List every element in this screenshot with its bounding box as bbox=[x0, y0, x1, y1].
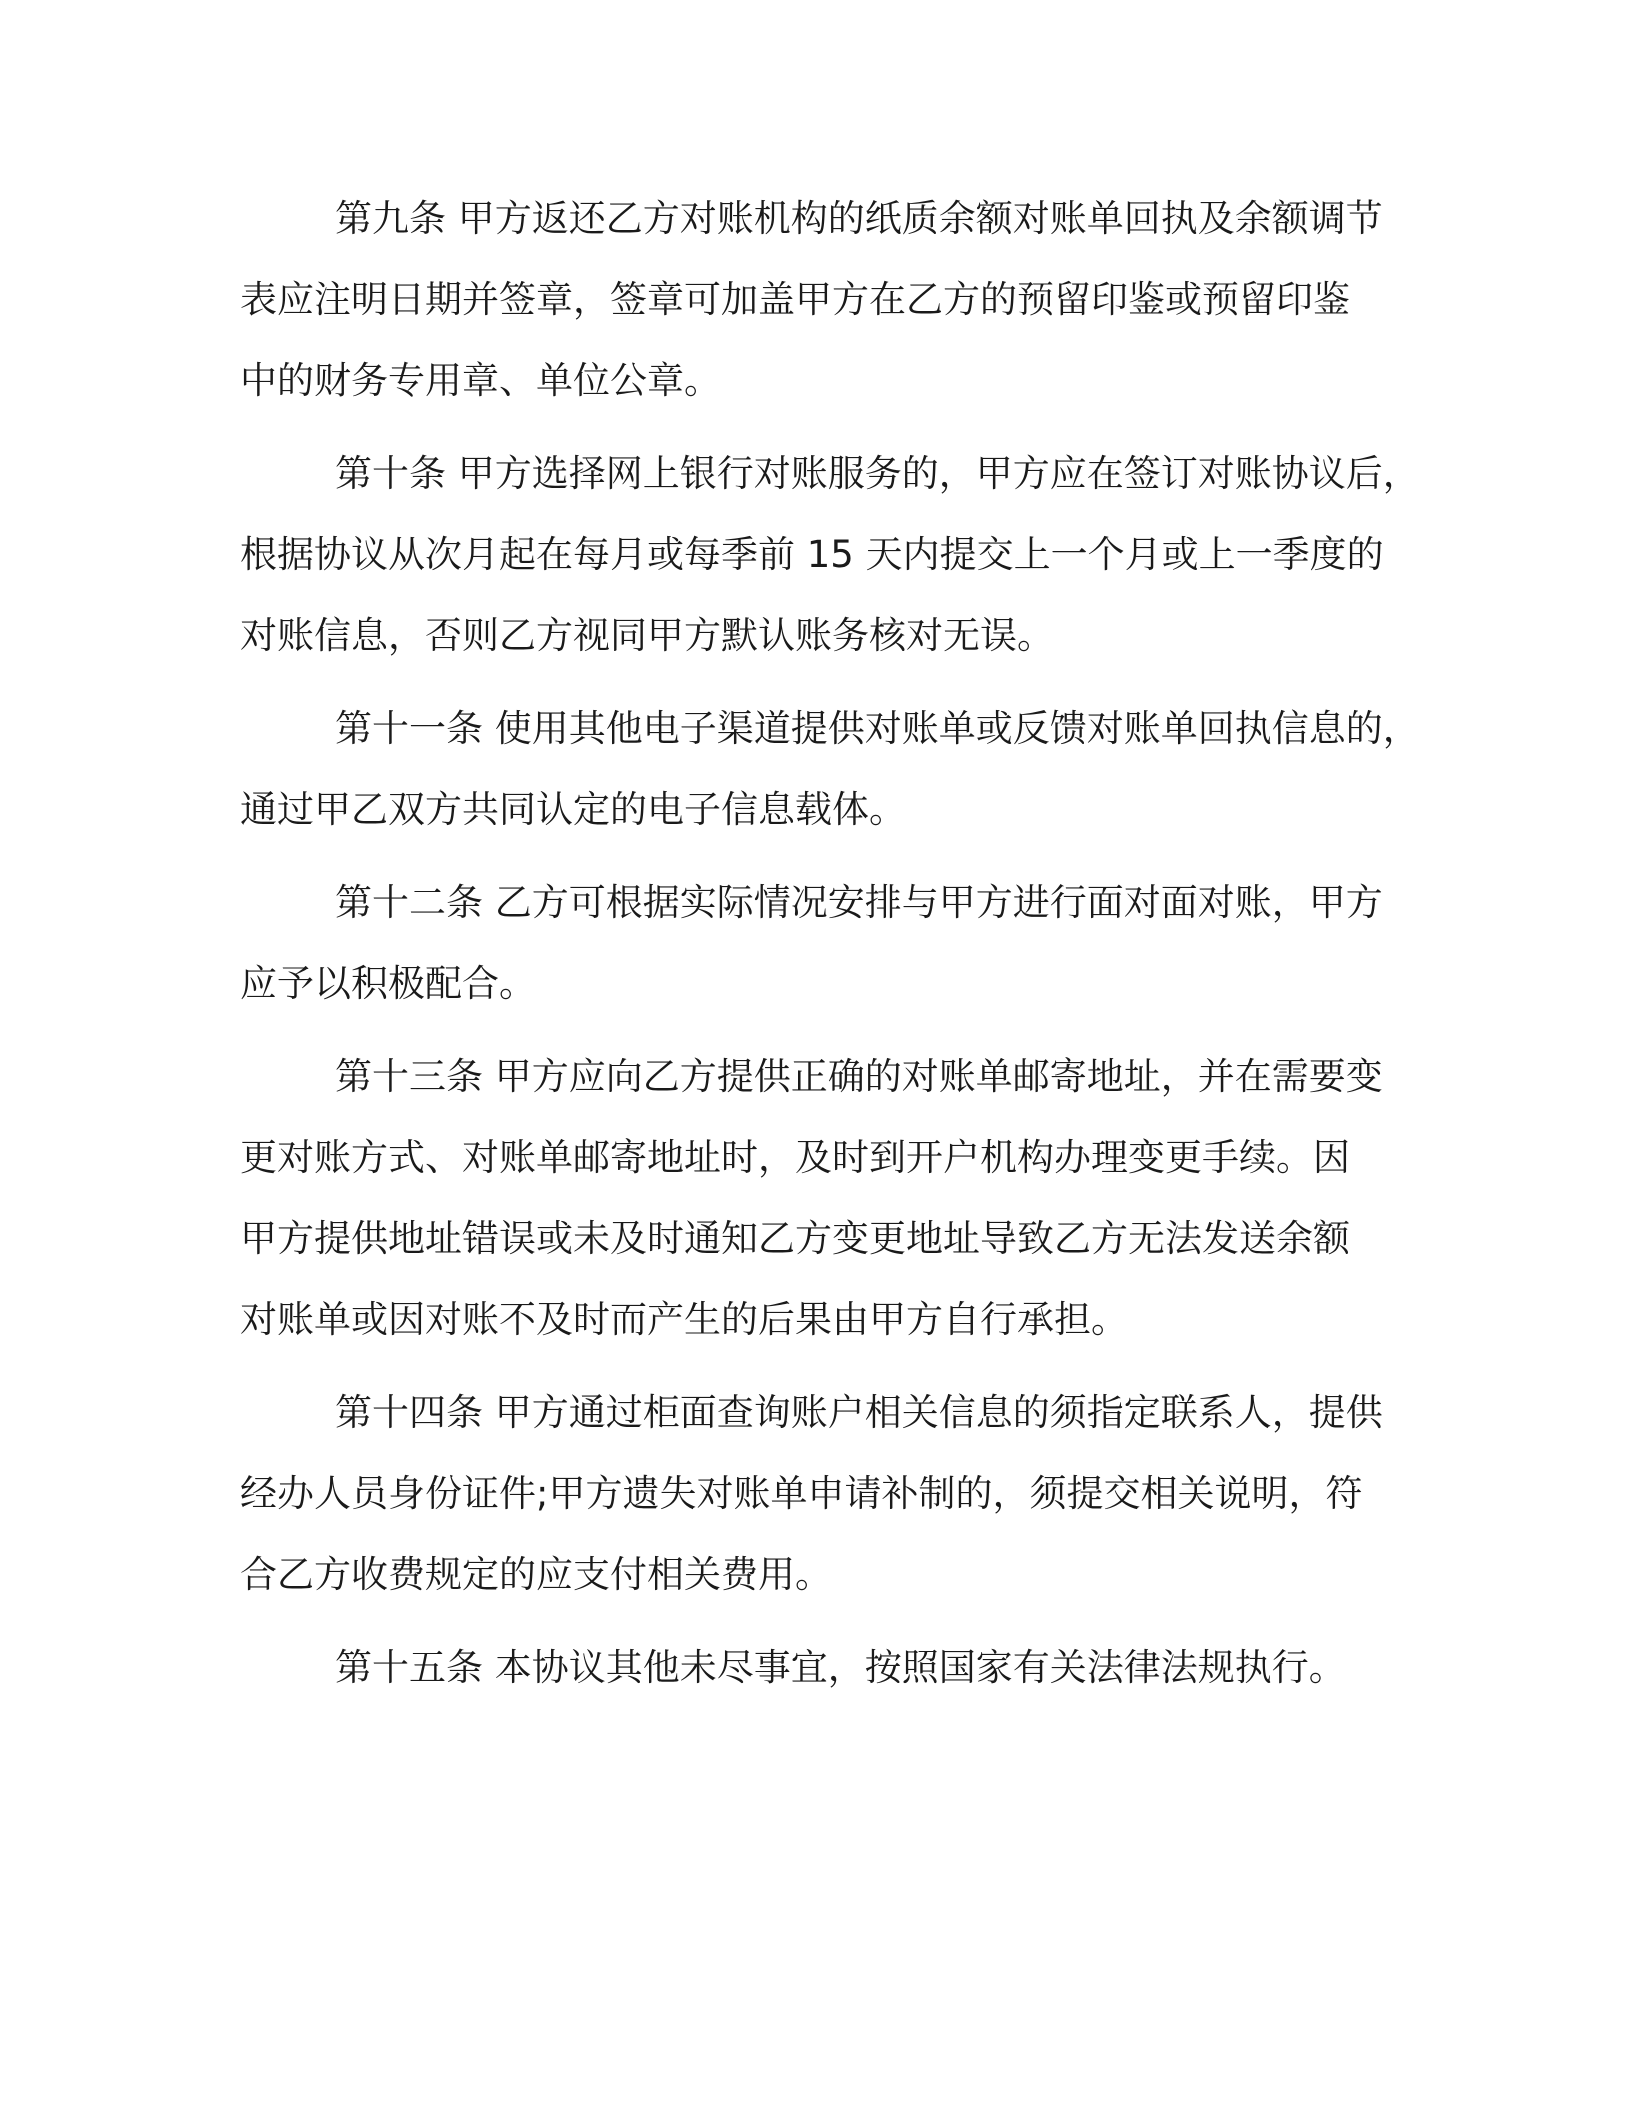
clause-10 bbox=[240, 433, 1420, 676]
clause-line: 更对账方式、对账单邮寄地址时，及时到开户机构办理变更手续。因 bbox=[240, 1136, 1350, 1179]
clause-line: 根据协议从次月起在每月或每季前 15 天内提交上一个月或上一季度的 bbox=[240, 533, 1384, 576]
clause-line: 第九条 甲方返还乙方对账机构的纸质余额对账单回执及余额调节 bbox=[335, 197, 1383, 240]
clause-line: 中的财务专用章、单位公章。 bbox=[240, 359, 721, 402]
clause-line: 合乙方收费规定的应支付相关费用。 bbox=[240, 1553, 832, 1596]
clause-12 bbox=[240, 862, 1420, 1024]
clause-line: 第十五条 本协议其他未尽事宜，按照国家有关法律法规执行。 bbox=[335, 1646, 1346, 1689]
clause-11 bbox=[240, 688, 1420, 850]
clause-line: 第十四条 甲方通过柜面查询账户相关信息的须指定联系人，提供 bbox=[335, 1391, 1383, 1434]
clause-line: 通过甲乙双方共同认定的电子信息载体。 bbox=[240, 788, 906, 831]
clause-line: 甲方提供地址错误或未及时通知乙方变更地址导致乙方无法发送余额 bbox=[240, 1217, 1350, 1260]
clause-15 bbox=[240, 1627, 1420, 1708]
clause-line: 对账单或因对账不及时而产生的后果由甲方自行承担。 bbox=[240, 1298, 1128, 1341]
clause-line: 应予以积极配合。 bbox=[240, 962, 536, 1005]
clause-13 bbox=[240, 1036, 1420, 1360]
clause-line: 第十二条 乙方可根据实际情况安排与甲方进行面对面对账，甲方 bbox=[335, 881, 1383, 924]
clause-line: 第十条 甲方选择网上银行对账服务的，甲方应在签订对账协议后， bbox=[335, 452, 1420, 495]
clause-line: 表应注明日期并签章，签章可加盖甲方在乙方的预留印鉴或预留印鉴 bbox=[240, 278, 1350, 321]
clause-14 bbox=[240, 1372, 1420, 1615]
clause-line: 对账信息，否则乙方视同甲方默认账务核对无误。 bbox=[240, 614, 1054, 657]
clause-line: 第十一条 使用其他电子渠道提供对账单或反馈对账单回执信息的， bbox=[335, 707, 1420, 750]
clause-line: 经办人员身份证件;甲方遗失对账单申请补制的，须提交相关说明，符 bbox=[240, 1472, 1363, 1515]
clause-line: 第十三条 甲方应向乙方提供正确的对账单邮寄地址，并在需要变 bbox=[335, 1055, 1383, 1098]
clause-9 bbox=[240, 178, 1420, 421]
